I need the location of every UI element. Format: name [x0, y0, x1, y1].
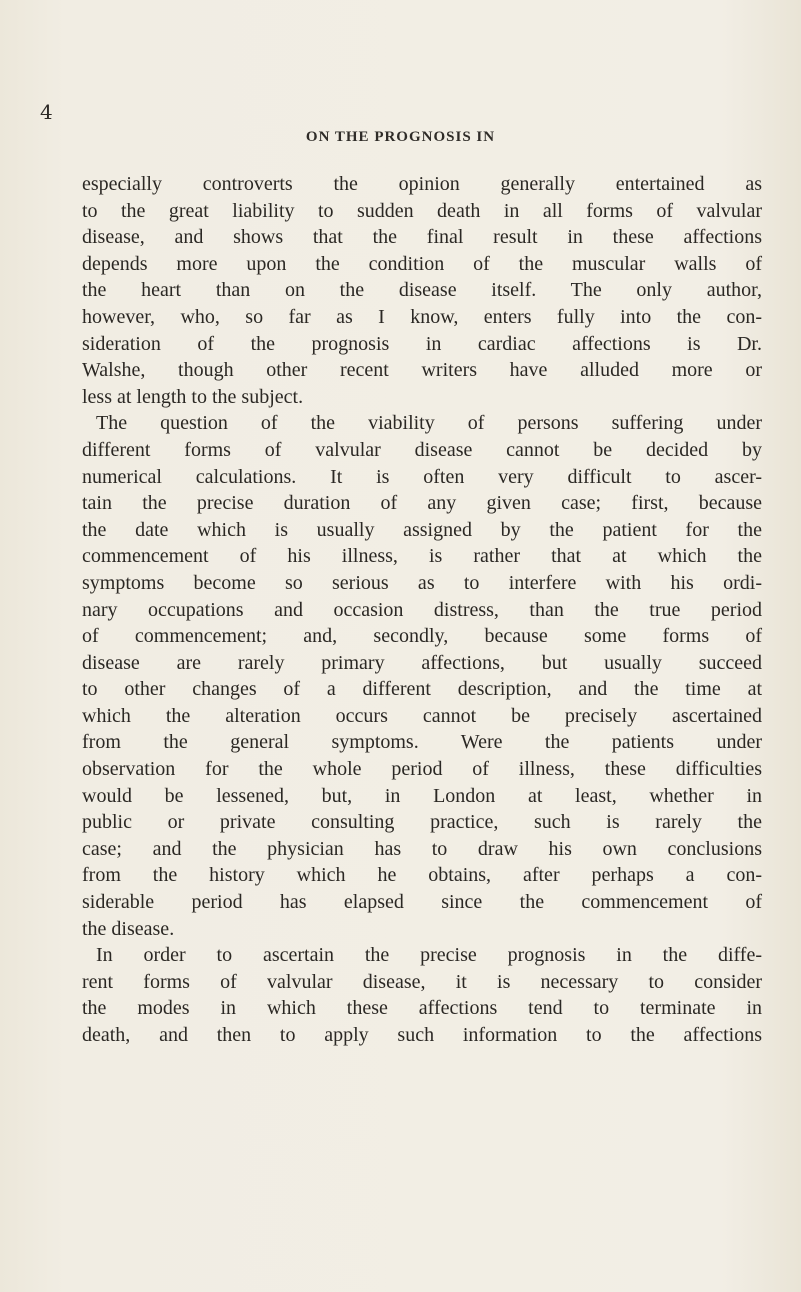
- page-number: 4: [40, 100, 53, 124]
- text-line: numerical calculations. It is often very difficult to ascer-: [82, 465, 762, 488]
- text-line: symptoms become so serious as to interfere with his ordi-: [82, 571, 762, 594]
- text-line: the heart than on the disease itself. The only author,: [82, 279, 762, 302]
- text-line: tain the precise duration of any given case; first, because: [82, 492, 762, 515]
- text-line: the modes in which these affections tend to terminate in: [82, 997, 762, 1020]
- text-line: case; and the physician has to draw his own conclusions: [82, 837, 762, 860]
- text-line: nary occupations and occasion distress, than the true period: [82, 598, 762, 621]
- text-line: The question of the viability of persons suffering under: [96, 412, 762, 435]
- running-head: ON THE PROGNOSIS IN: [305, 129, 496, 145]
- text-line: of commencement; and, secondly, because some forms of: [82, 625, 762, 648]
- text-line: death, and then to apply such information to the affections: [82, 1024, 762, 1046]
- text-line: to other changes of a different description, and the time at: [82, 678, 762, 701]
- text-line: the date which is usually assigned by the patient for the: [82, 518, 762, 541]
- text-line: would be lessened, but, in London at least, whether in: [82, 784, 762, 807]
- text-line: commencement of his illness, is rather that at which the: [82, 545, 762, 568]
- text-line: however, who, so far as I know, enters fully into the con-: [82, 305, 762, 328]
- text-line: In order to ascertain the precise prognosis in the diffe-: [96, 944, 762, 967]
- text-line: to the great liability to sudden death in all forms of valvular: [82, 199, 762, 222]
- text-line: Walshe, though other recent writers have alluded more or: [82, 359, 762, 382]
- text-line: the disease.: [82, 917, 175, 940]
- text-line: public or private consulting practice, such is rarely the: [82, 811, 762, 834]
- text-line: siderable period has elapsed since the commencement of: [82, 891, 762, 914]
- text-line: observation for the whole period of illness, these difficulties: [82, 758, 762, 781]
- text-line: which the alteration occurs cannot be precisely ascertained: [82, 704, 762, 727]
- text-line: from the general symptoms. Were the patients under: [82, 731, 762, 754]
- text-line: rent forms of valvular disease, it is necessary to consider: [82, 970, 762, 993]
- text-line: different forms of valvular disease cannot be decided by: [82, 438, 762, 461]
- text-line: from the history which he obtains, after perhaps a con-: [82, 864, 762, 887]
- text-line: sideration of the prognosis in cardiac affections is Dr.: [82, 332, 762, 355]
- text-line: disease, and shows that the final result in these affections: [82, 226, 762, 249]
- text-line: especially controverts the opinion generally entertained as: [82, 173, 762, 195]
- text-line: depends more upon the condition of the muscular walls of: [82, 252, 762, 275]
- text-line: less at length to the subject.: [82, 385, 304, 408]
- text-line: disease are rarely primary affections, but usually succeed: [82, 651, 762, 674]
- body-text: [82, 171, 762, 1049]
